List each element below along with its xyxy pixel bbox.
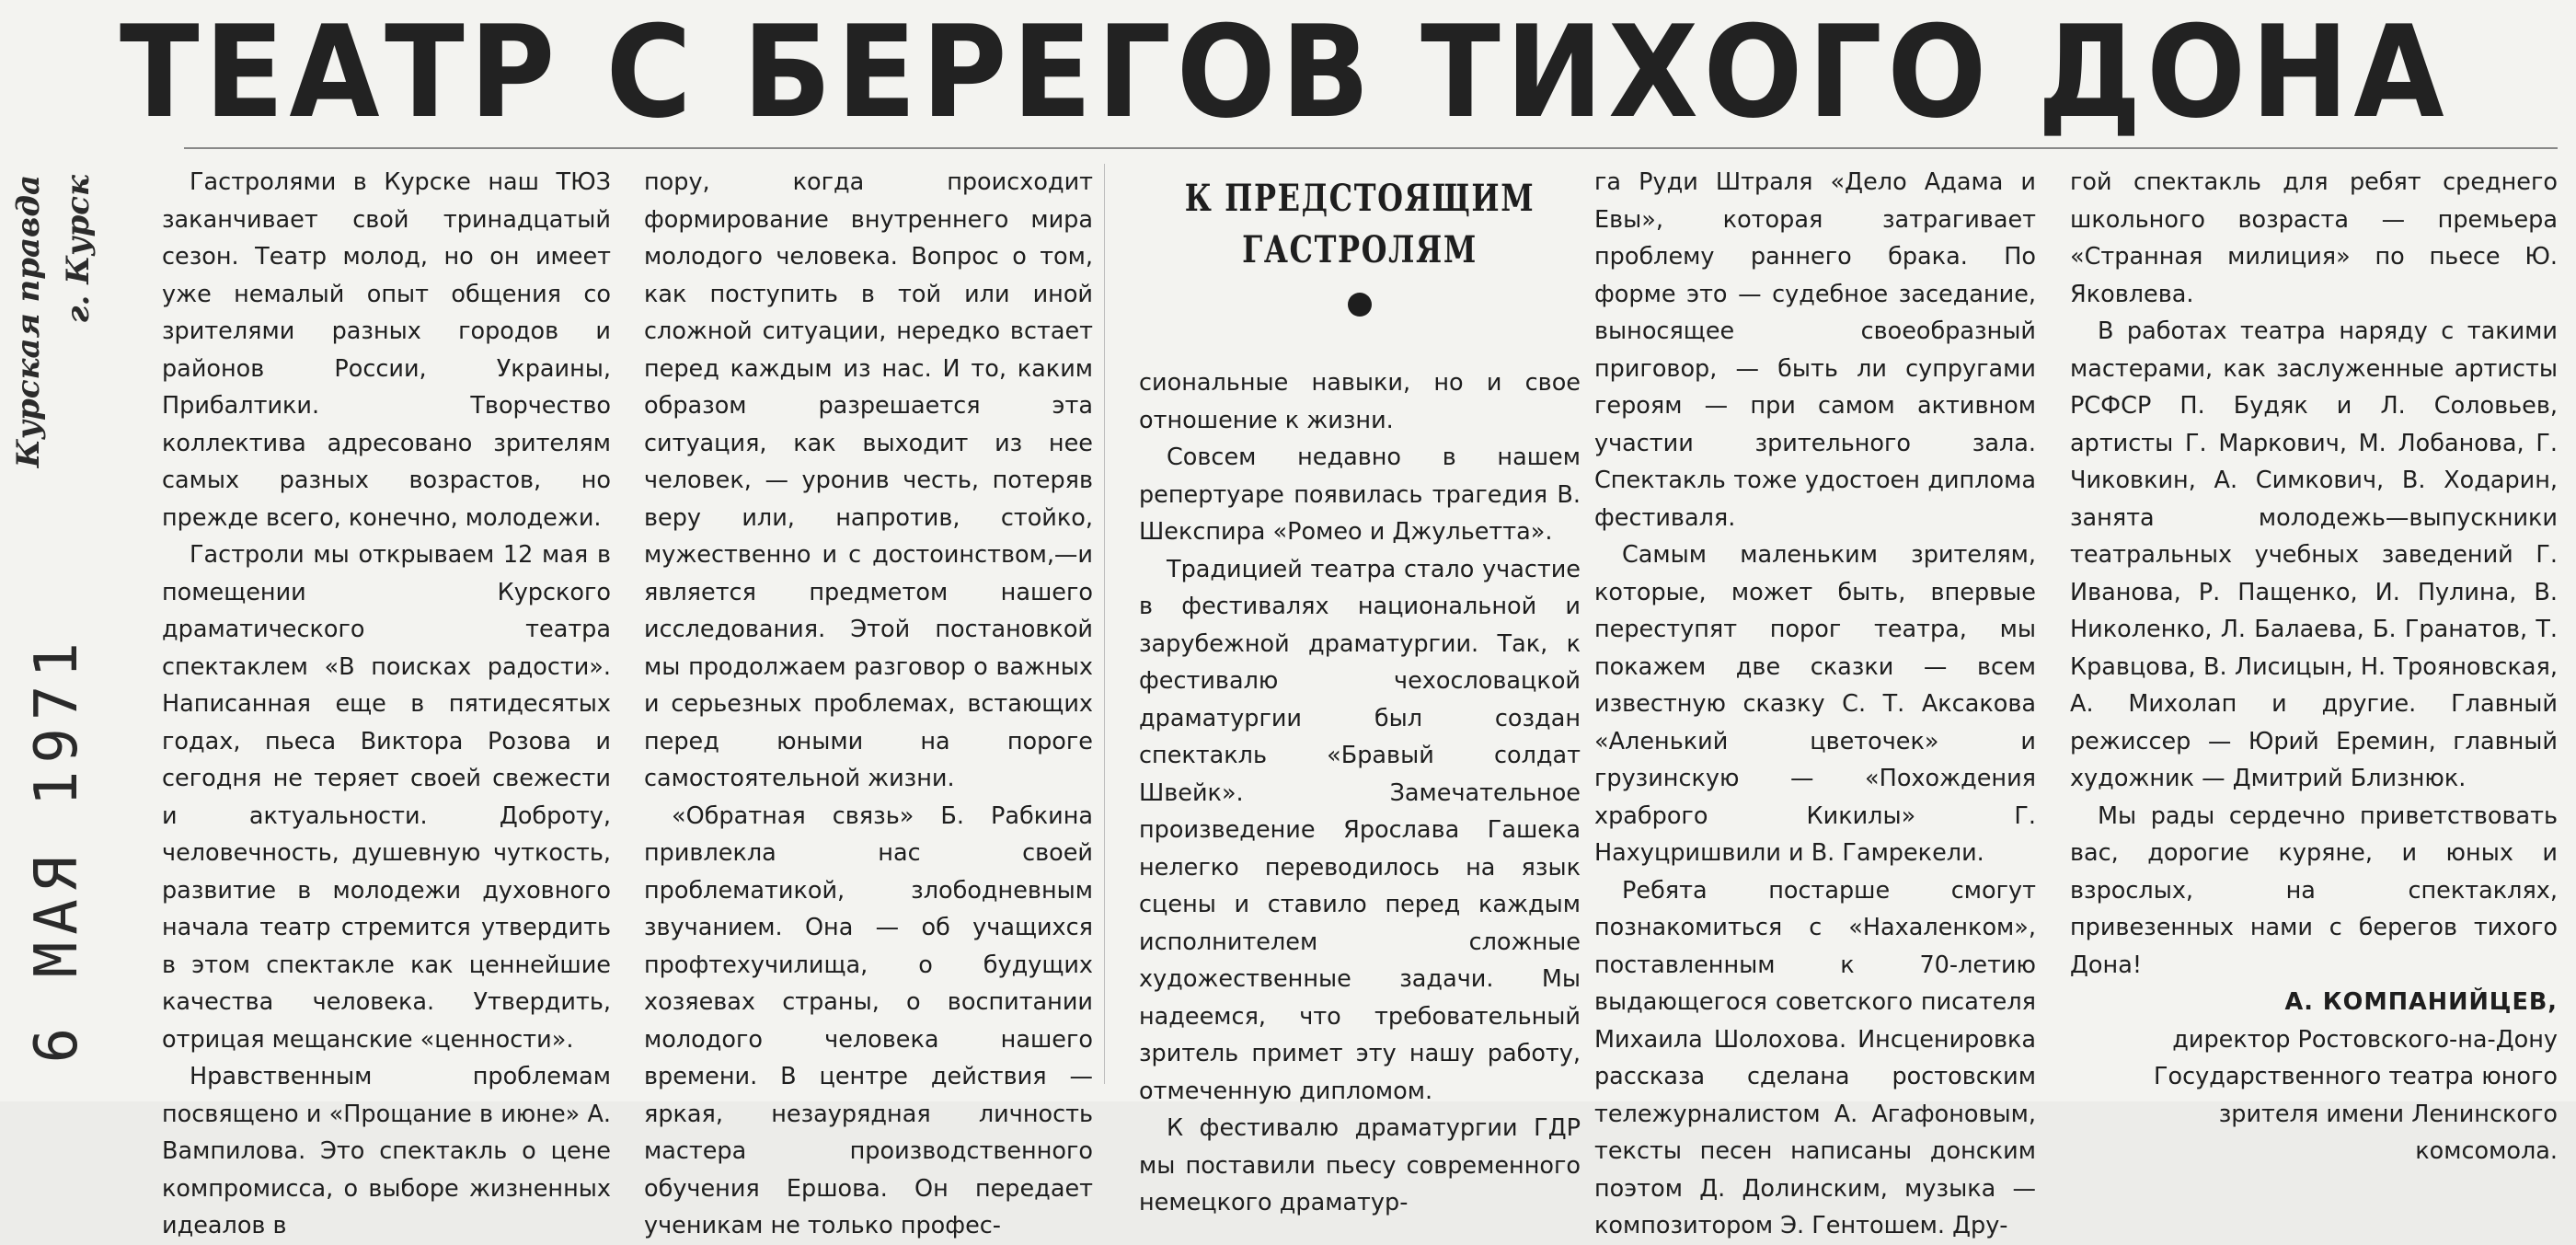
paragraph: Гастроли мы открываем 12 мая в помещении Курского драматического театра спектаклем «В поисках радости». Написанная еще в пятидесятых годах, пьеса Виктора Розова и сегодня не теряет своей свежести и актуальности. Доброту, человечность, душевную чуткость, развитие в молодежи духовного начала театр стремится утвердить в этом спектакле как ценнейшие качества человека. Утвердить, отрицая мещанские «ценности».	[162, 541, 611, 1054]
paragraph: Гастролями в Курске наш ТЮЗ заканчивает свой тринадцатый сезон. Театр молод, но он имеет уже немалый опыт общения со зрителями разных городов и районов России, Украины, Прибалтики. Творчество коллектива адресовано зрителям самых разных возрастов, но прежде всего, конечно, молодежи.	[162, 168, 611, 532]
paragraph: «Обратная связь» Б. Рабкина привлекла нас своей проблематикой, злободневным звучанием. Она — об учащихся профтехучилища, о будущих хозяевах страны, о воспитании молодого человека нашего времени. В центре действия — яркая, незаурядная личность мастера производственного обучения Ершова. Он передает ученикам не только профес-	[644, 801, 1093, 1239]
source-stamp-newspaper: Курская правда	[10, 175, 47, 468]
paragraph: В работах театра наряду с такими мастерами, как заслуженные артисты РСФСР П. Будяк и Л. Соловьев, артисты Г. Маркович, М. Лобанова, Г. Чиковкин, А. Симкович, В. Ходарин, занята молодежь—выпускники театральных учебных заведений Г. Иванова, Р. Пащенко, И. Пулина, В. Николенко, Л. Балаева, Б. Гранатов, Т. Кравцова, В. Лисицын, Н. Трояновская, А. Михолап и другие. Главный режиссер — Юрий Еремин, главный художник — Дмитрий Близнюк.	[2070, 317, 2558, 792]
paragraph: сиональные навыки, но и свое отношение к жизни.	[1139, 369, 1581, 434]
column-separator	[1104, 164, 1105, 1084]
date-stamp	[18, 635, 101, 1077]
paragraph: Совсем недавно в нашем репертуаре появилась трагедия В. Шекспира «Ромео и Джульетта».	[1139, 444, 1581, 546]
article-column-2	[644, 164, 1093, 1239]
paragraph: К фестивалю драматургии ГДР мы поставили пьесу современного немецкого драматур-	[1139, 1114, 1581, 1216]
paragraph: га Руди Штраля «Дело Адама и Евы», которая затрагивает проблему раннего брака. По форме это — судебное заседание, выносящее своеобразный приговор, — быть ли супругами героям — при самом активном участии зрительного зала. Спектакль тоже удостоен диплома фестиваля.	[1594, 168, 2036, 532]
article-column-3	[1139, 173, 1581, 1216]
paragraph: Самым маленьким зрителям, которые, может быть, впервые переступят порог театра, мы покажем две сказки — всем известную сказку С. Т. Аксакова «Аленький цветочек» и грузинскую — «Похождения храброго Кикилы» Г. Нахуцришвили и В. Гамрекели.	[1594, 541, 2036, 867]
bullet-icon	[1348, 293, 1372, 317]
paragraph: гой спектакль для ребят среднего школьного возраста — премьера «Странная милиция» по пьесе Ю. Яковлева.	[2070, 168, 2558, 308]
headline: ТЕАТР С БЕРЕГОВ ТИХОГО ДОНА	[120, 0, 2450, 146]
headline-rule	[184, 147, 2558, 149]
article-column-4	[1594, 164, 2036, 1239]
paragraph: Традицией театра стало участие в фестивалях национальной и зарубежной драматургии. Так, к фестивалю чехословацкой драматургии был создан спектакль «Бравый солдат Швейк». Замечательное произведение Ярослава Гашека нелегко переводилось на язык сцены и ставило перед каждым исполнителем сложные художественные задачи. Мы надеемся, что требовательный зритель примет эту нашу работу, отмеченную дипломом.	[1139, 555, 1581, 1105]
article-column-1	[162, 164, 611, 1239]
source-stamp	[7, 175, 109, 598]
paragraph: Нравственным проблемам посвящено и «Прощание в июне» А. Вампилова. Это спектакль о цене компромисса, о выборе жизненных идеалов в	[162, 1063, 611, 1239]
author-signature: А. КОМПАНИЙЦЕВ,	[2284, 988, 2558, 1016]
date-stamp-text: 6 МАЯ 1971	[23, 635, 91, 1064]
author-title: директор Ростовского-на-Дону Государственного театра юного зрителя имени Ленинского комсомола.	[2153, 1025, 2558, 1165]
paragraph: Мы рады сердечно приветствовать вас, дорогие куряне, и юных и взрослых, на спектаклях, привезенных нами с берегов тихого Дона!	[2070, 801, 2558, 979]
rubric-heading: К ПРЕДСТОЯЩИМ ГАСТРОЛЯМ	[1184, 177, 1535, 271]
article-column-5	[2070, 164, 2558, 1165]
paragraph: пору, когда происходит формирование внутреннего мира молодого человека. Вопрос о том, как поступить в той или иной сложной ситуации, нередко встает перед каждым из нас. И то, каким образом разрешается эта ситуация, как выходит из нее человек, — уронив честь, потеряв веру или, напротив, стойко, мужественно и с достоинством,—и является предметом нашего исследования. Этой постановкой мы продолжаем разговор о важных и серьезных проблемах, встающих перед юными на пороге самостоятельной жизни.	[644, 168, 1093, 792]
paragraph: Ребята постарше смогут познакомиться с «Нахаленком», поставленным к 70-летию выдающегося советского писателя Михаила Шолохова. Инсценировка рассказа сделана ростовским тележурналистом А. Агафоновым, тексты песен написаны донским поэтом Д. Долинским, музыка — композитором Э. Гентошем. Дру-	[1594, 876, 2036, 1239]
source-stamp-city: г. Курск	[60, 175, 97, 324]
